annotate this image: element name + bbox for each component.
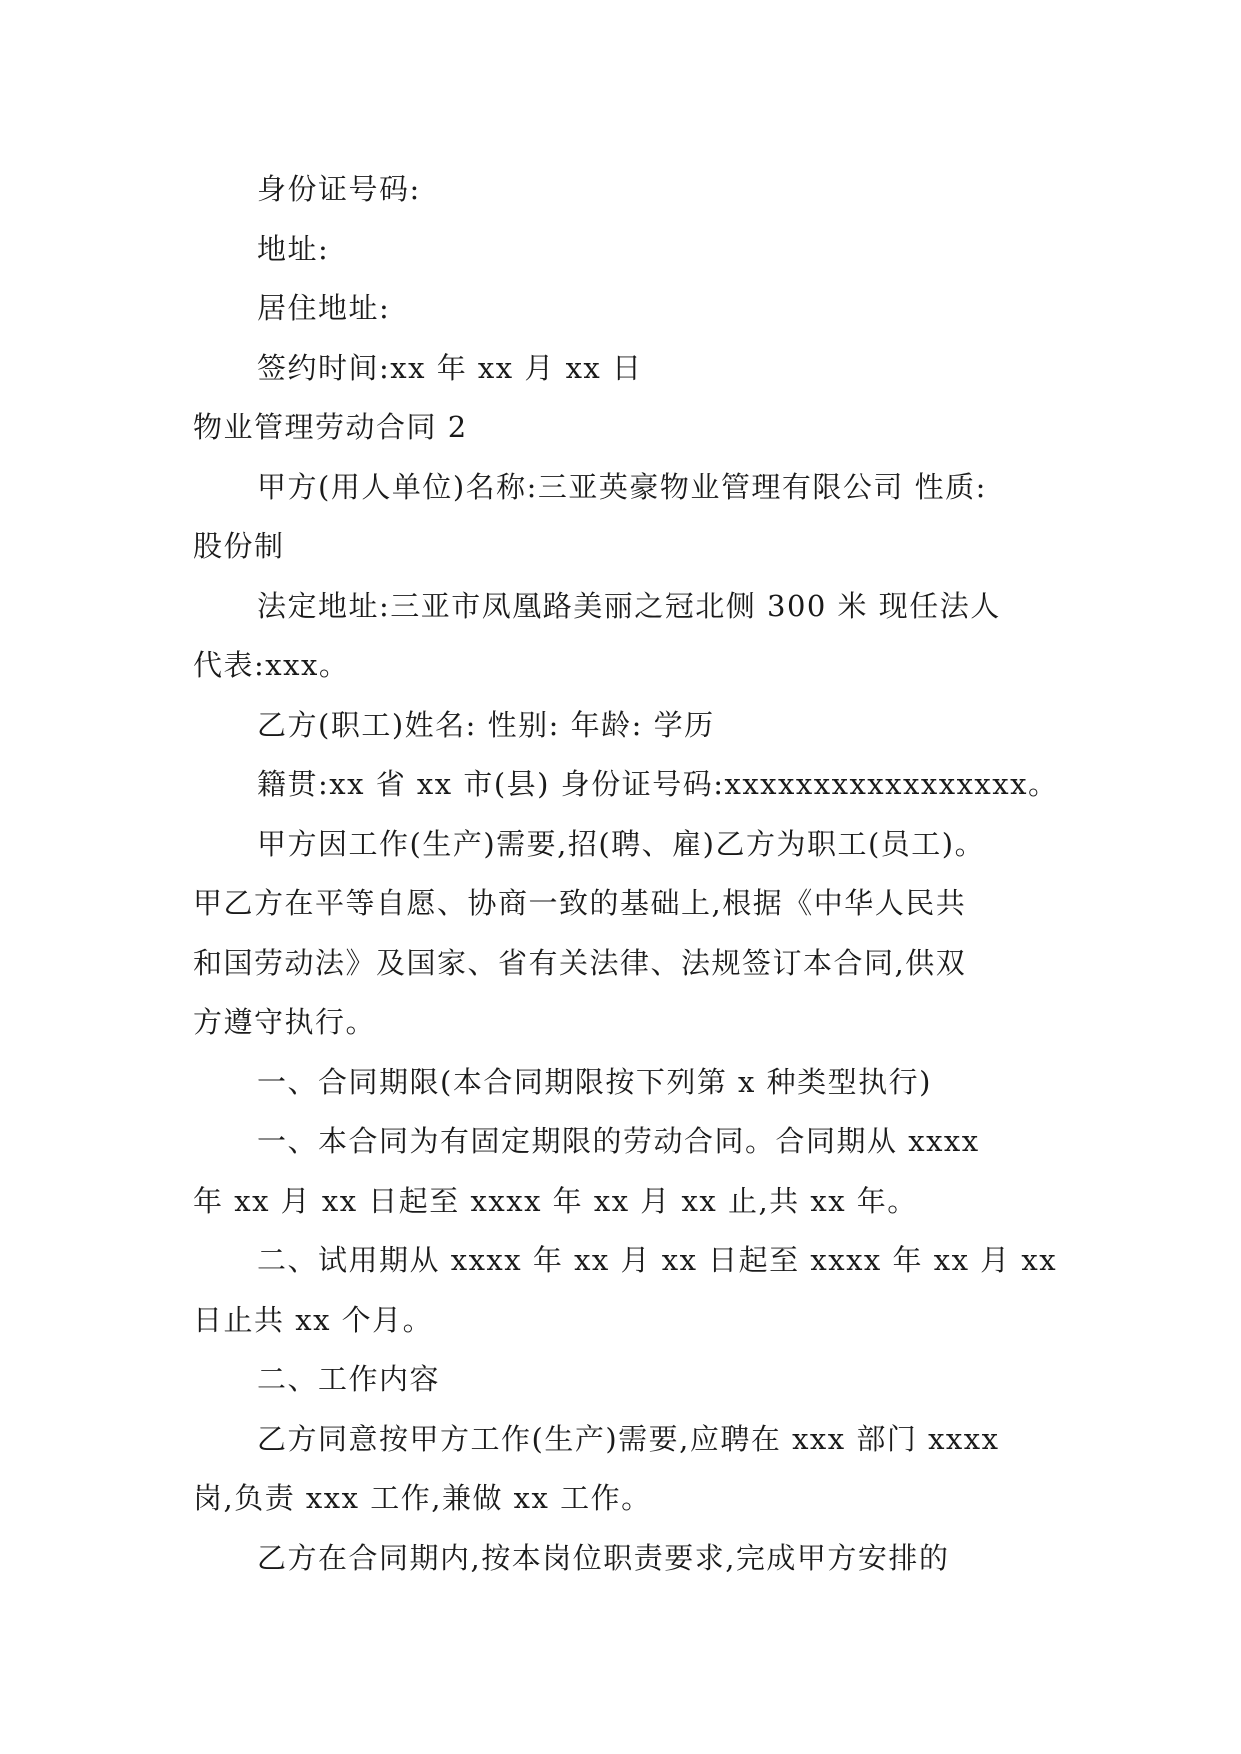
work-content-paragraph-1: 乙方同意按甲方工作(生产)需要,应聘在 xxx 部门 xxxx 岗,负责 xxx 工作,兼做 xx 工作。 bbox=[193, 1421, 1000, 1515]
employment-paragraph: 甲方因工作(生产)需要,招(聘、雇)乙方为职工(员工)。 甲乙方在平等自愿、协商一致的基础上,根据《中华人民共 和国劳动法》及国家、省有关法律、法规签订本合同,供双 方遵守执行。 bbox=[193, 826, 986, 1039]
section-1-item-2: 二、试用期从 xxxx 年 xx 月 xx 日起至 xxxx 年 xx 月 xx 日止共 xx 个月。 bbox=[193, 1243, 1058, 1337]
sign-date-line: 签约时间:xx 年 xx 月 xx 日 bbox=[257, 350, 643, 385]
document-body bbox=[193, 160, 1073, 1588]
address-line: 地址: bbox=[257, 231, 330, 266]
contract-title: 物业管理劳动合同 2 bbox=[193, 410, 468, 444]
section-1-item-1: 一、本合同为有固定期限的劳动合同。合同期从 xxxx 年 xx 月 xx 日起至 xxxx 年 xx 月 xx 止,共 xx 年。 bbox=[193, 1124, 980, 1218]
native-place-paragraph: 籍贯:xx 省 xx 市(县) 身份证号码:xxxxxxxxxxxxxxxxx。 bbox=[257, 767, 1059, 801]
residential-address-line: 居住地址: bbox=[257, 291, 391, 325]
section-2-heading: 二、工作内容 bbox=[257, 1362, 441, 1396]
id-number-line: 身份证号码: bbox=[257, 172, 421, 206]
section-1-heading: 一、合同期限(本合同期限按下列第 x 种类型执行) bbox=[257, 1064, 932, 1099]
work-content-paragraph-2: 乙方在合同期内,按本岗位职责要求,完成甲方安排的 bbox=[257, 1540, 950, 1575]
party-a-paragraph: 甲方(用人单位)名称:三亚英豪物业管理有限公司 性质: 股份制 bbox=[193, 469, 987, 563]
legal-address-paragraph: 法定地址:三亚市凤凰路美丽之冠北侧 300 米 现任法人 代表:xxx。 bbox=[193, 588, 1001, 682]
party-b-paragraph: 乙方(职工)姓名: 性别: 年龄: 学历 bbox=[257, 707, 715, 742]
